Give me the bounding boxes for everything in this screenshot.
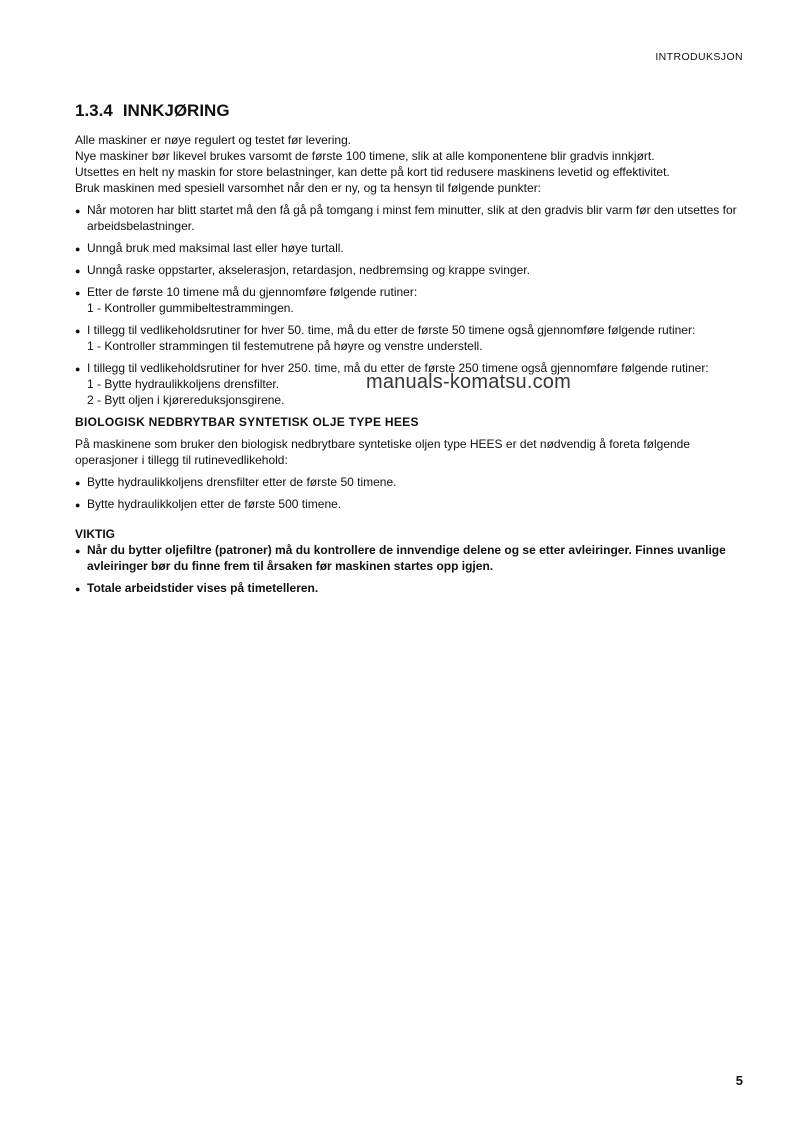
list-item-text: Totale arbeidstider vises på timetelleren. — [87, 581, 319, 595]
intro-line: Nye maskiner bør likevel brukes varsomt de første 100 timene, slik at alle komponentene blir gradvis innkjørt. — [75, 149, 655, 163]
list-item — [75, 262, 745, 278]
watermark: manuals-komatsu.com — [366, 371, 571, 393]
page-number: 5 — [735, 1073, 743, 1088]
list-subitem: 1 - Kontroller strammingen til festemutrene på høyre og venstre understell. — [87, 339, 483, 353]
list-item-text: Unngå raske oppstarter, akselerasjon, retardasjon, nedbremsing og krappe svinger. — [87, 263, 530, 277]
list-subitem: 1 - Bytte hydraulikkoljens drensfilter. — [87, 377, 280, 391]
list-item-text: I tillegg til vedlikeholdsrutiner for hver 250. time, må du etter de første 250 timene også gjennomføre følgende rutiner: — [87, 361, 709, 375]
running-header: INTRODUKSJON — [655, 51, 743, 63]
list-item-text: Når du bytter oljefiltre (patroner) må du kontrollere de innvendige delene og se etter avleiringer. Finnes uvanlige avleiringer bør du finne frem til årsaken før maskinen startes opp igjen. — [87, 543, 726, 573]
section-number: 1.3.4 — [75, 101, 113, 120]
list-item-text: I tillegg til vedlikeholdsrutiner for hver 50. time, må du etter de første 50 timene også gjennomføre følgende rutiner: — [87, 323, 696, 337]
important-list — [75, 542, 745, 596]
hees-heading: BIOLOGISK NEDBRYTBAR SYNTETISK OLJE TYPE HEES — [75, 415, 419, 429]
list-item — [75, 202, 745, 234]
list-item-text: Bytte hydraulikkoljen etter de første 500 timene. — [87, 497, 342, 511]
list-subitem: 2 - Bytt oljen i kjørereduksjonsgirene. — [87, 393, 285, 407]
list-item — [75, 240, 745, 256]
page-content — [75, 100, 745, 602]
list-item — [75, 474, 745, 490]
hees-intro — [75, 436, 745, 468]
list-item — [75, 496, 745, 512]
list-item — [75, 284, 745, 316]
hees-intro-text: På maskinene som bruker den biologisk nedbrytbare syntetiske oljen type HEES er det nødvendig å foreta følgende operasjoner i tillegg til rutinevedlikehold: — [75, 437, 691, 467]
important-heading: VIKTIG — [75, 527, 116, 541]
list-item — [75, 580, 745, 596]
list-item-text: Bytte hydraulikkoljens drensfilter etter de første 50 timene. — [87, 475, 397, 489]
intro-line: Alle maskiner er nøye regulert og testet før levering. — [75, 133, 352, 147]
section-title-text: INNKJØRING — [122, 101, 230, 120]
list-subitem: 1 - Kontroller gummibeltestrammingen. — [87, 301, 294, 315]
intro-paragraph — [75, 132, 745, 196]
list-item — [75, 542, 745, 574]
list-item-text: Når motoren har blitt startet må den få gå på tomgang i minst fem minutter, slik at den gradvis blir varm før den utsettes for arbeidsbelastninger. — [87, 203, 737, 233]
intro-line: Bruk maskinen med spesiell varsomhet når den er ny, og ta hensyn til følgende punkter: — [75, 181, 542, 195]
section-title — [75, 100, 745, 122]
intro-line: Utsettes en helt ny maskin for store belastninger, kan dette på kort tid redusere maskinens levetid og effektivitet. — [75, 165, 670, 179]
list-item-text: Unngå bruk med maksimal last eller høye turtall. — [87, 241, 344, 255]
list-item — [75, 322, 745, 354]
list-item-text: Etter de første 10 timene må du gjennomføre følgende rutiner: — [87, 285, 418, 299]
hees-list — [75, 474, 745, 512]
